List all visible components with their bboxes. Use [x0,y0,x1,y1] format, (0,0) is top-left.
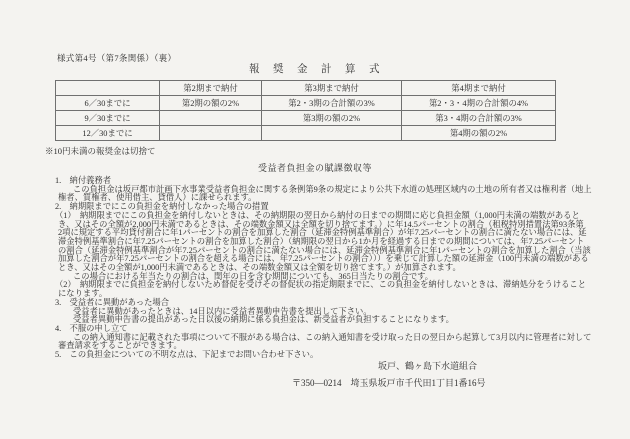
organization-name: 坂戸、鶴ヶ島下水道組合 [378,361,478,371]
deadline-cell: 12／30までに [56,126,160,141]
document-title: 報 奨 金 計 算 式 [249,64,381,75]
body-line: 5. この負担金についての不明な点は、下記までお問い合わせ下さい。 [55,350,319,360]
rate-cell [262,126,402,141]
rate-cell: 第2・3期の合計額の3% [262,96,402,111]
body-line: （1） 納期限までにこの負担金を納付しないときは、その納期限の翌日から納付の日までの期間に応じ負担金額（1,000円未満の端数があると [55,210,580,220]
body-line: 権者、質権者、使用借主、貸借人）に課せられます。 [58,193,257,203]
table-header-row [56,81,556,96]
body-line: 加算した割合が年7.25パーセントの割合を超える場合には、年7.25パーセントの割合）））を乗じて計算した額の延滞金（100円未満の端数がある [58,254,589,264]
rate-cell: 第2・3・4期の合計額の4% [402,96,556,111]
body-line: この負担金は坂戸都市計画下水事業受益者負担金に関する条例第9条の規定により公共下水道の処理区域内の土地の所有者又は権利者（地上 [73,184,592,194]
section-heading: 受益者負担金の賦課徴収等 [257,163,372,173]
body-line: 4. 不服の申し立て [55,323,128,333]
body-text [0,177,630,360]
body-line: とき、又はその全額が1,000円未満であるときは、その端数金額又は全額を切り捨てます。）が加算されます。 [58,263,461,273]
rate-cell [160,111,262,126]
deadline-cell: 9／30までに [56,111,160,126]
body-line: 3. 受益者に異動があった場合 [55,297,170,307]
body-line: この納入通知書に記載された事項について不服がある場合は、この納入通知書を受け取った日の翌日から起算して3月以内に管理者に対して [73,332,592,342]
body-line: の割合（延滞金特例基準割合が年7.25パーセントの割合に満たない場合には、延滞金特例基準割合に年1パーセントの割合を加算した割合（当該 [58,245,591,255]
body-line: 受益者異動申告書の提出があった日以後の納期に係る負担金は、新受益者が負担することになります。 [73,315,454,325]
rounding-note: ※10円未満の報奨金は切捨て [45,146,156,156]
rate-cell [160,126,262,141]
body-line: 2項に規定する平均貸付割合に年1パーセントの割合を加算した割合（延滞金特例基準割合）が年7.25パーセントの割合に満たない場合には、延 [58,228,587,238]
deadline-cell: 6／30までに [56,96,160,111]
body-line: き、又はその全額が2,000円未満であるときは、その端数金額又は全額を切り捨てます。）に年14.5パーセントの割合（租税特別措置法第93条第 [58,219,584,229]
body-line: 1. 納付義務者 [55,176,112,185]
body-line: 審査請求をすることができます。 [58,341,182,351]
rate-cell: 第3・4期の合計額の3% [402,111,556,126]
table-row [56,126,556,141]
form-number-label: 様式第4号（第7条関係）（裏） [57,53,177,63]
body-line: この場合における年当たりの割合は、閏年の日を含む期間についても、365日当たりの割合です。 [73,271,434,281]
table-header-period2: 第2期まで納付 [160,81,262,96]
rate-cell: 第3期の額の2% [262,111,402,126]
table-header-period4: 第4期まで納付 [402,81,556,96]
rate-cell: 第4期の額の2% [402,126,556,141]
table-header-period3: 第3期まで納付 [262,81,402,96]
body-line: （2） 納期限までに負担金を納付しないため督促を受けその督促状の指定期限までに、この負担金を納付しないときは、滞納処分をうけること [55,280,587,290]
body-line: 受益者に異動があったときは、14日以内に受益者異動申告書を提出して下さい。 [73,306,372,316]
table-row [56,96,556,111]
table-row [56,111,556,126]
body-line: 滞金特例基準割合に年7.25パーセントの割合を加算した割合）（納期限の翌日から1か月を経過する日までの期間については、年7.25パーセント [58,236,585,246]
rate-cell: 第2期の額の2% [160,96,262,111]
body-line: 2. 納期限までにこの負担金を納付しなかった場合の措置 [55,202,269,212]
table-header-blank [56,81,160,96]
postal-address: 〒350—0214 埼玉県坂戸市千代田1丁目1番16号 [292,378,486,388]
reward-calculation-table [55,80,556,141]
body-line: になります。 [58,289,108,299]
